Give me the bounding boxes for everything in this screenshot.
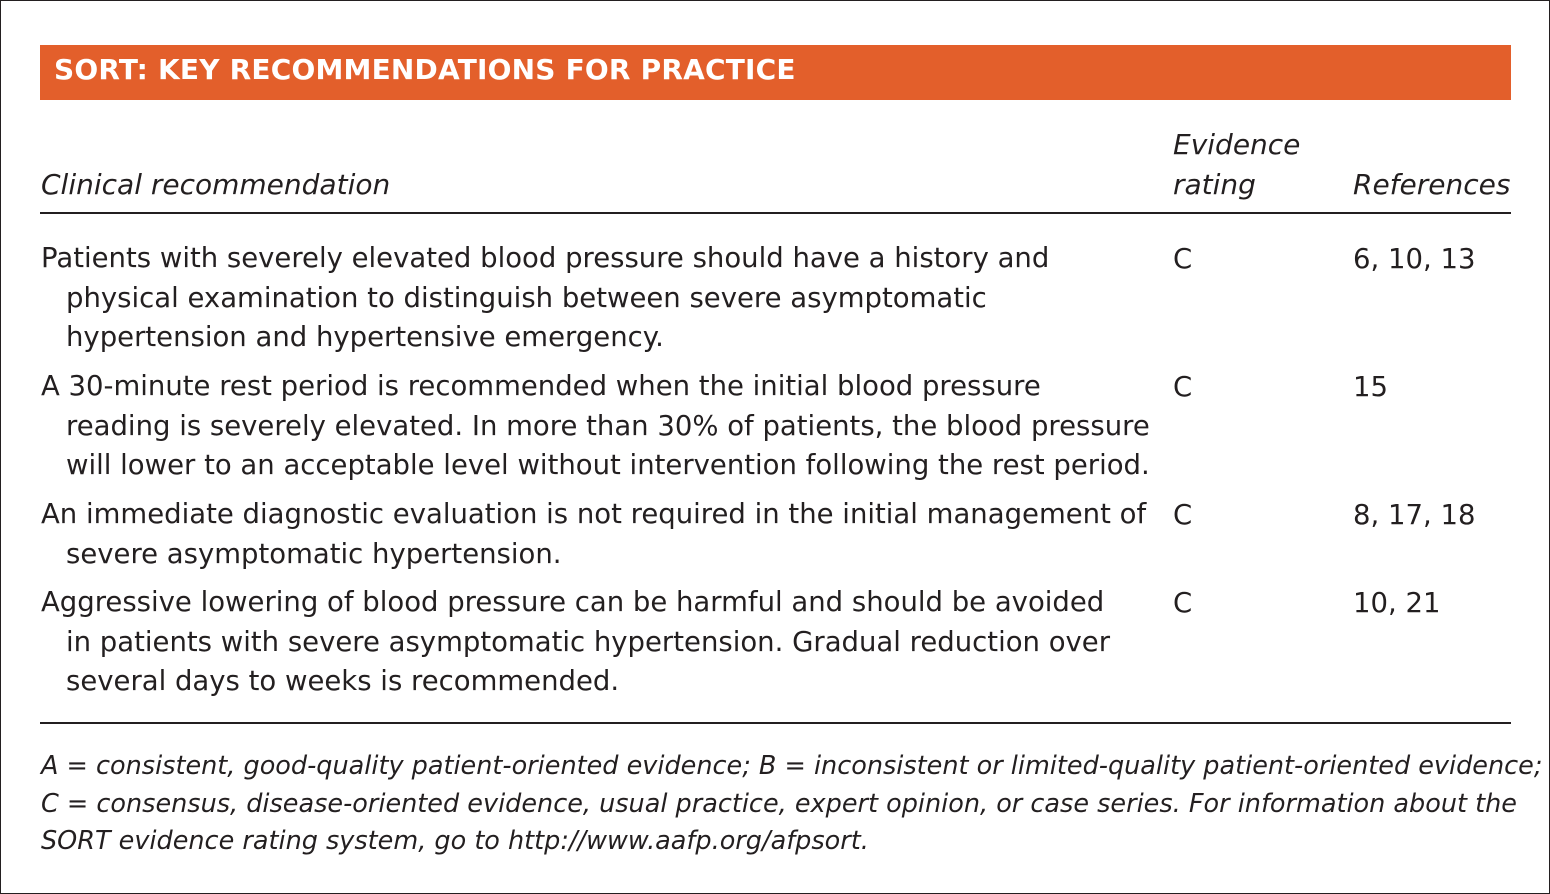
- evidence-rating: C: [1173, 587, 1193, 619]
- sort-banner: [40, 45, 1511, 100]
- recommendation-line: An immediate diagnostic evaluation is not required in the initial management of: [41, 498, 1147, 530]
- table-row-recommendation: [41, 367, 1150, 486]
- header-clinical-recommendation: Clinical recommendation: [41, 168, 391, 201]
- recommendation-line: several days to weeks is recommended.: [66, 665, 620, 697]
- table-row-recommendation: [41, 239, 1141, 358]
- footnote-line: SORT evidence rating system, go to http://www.aafp.org/afpsort.: [41, 826, 869, 856]
- footnote-line: C = consensus, disease-oriented evidence, usual practice, expert opinion, or case series. For information about the: [41, 788, 1517, 819]
- references-cell: 8, 17, 18: [1353, 499, 1476, 531]
- evidence-rating: C: [1173, 243, 1193, 275]
- footnote-line: A = consistent, good-quality patient-oriented evidence; B = inconsistent or limited-quality patient-oriented evidence;: [41, 751, 1543, 781]
- recommendation-line: will lower to an acceptable level without intervention following the rest period.: [66, 449, 1150, 481]
- banner-title: SORT: KEY RECOMMENDATIONS FOR PRACTICE: [54, 53, 796, 86]
- recommendation-line: Patients with severely elevated blood pressure should have a history and: [41, 242, 1050, 274]
- references-cell: 15: [1353, 371, 1388, 403]
- table-bottom-divider: [40, 722, 1511, 724]
- header-references: References: [1353, 168, 1511, 201]
- recommendation-line: severe asymptomatic hypertension.: [66, 537, 562, 570]
- evidence-footnote: [41, 748, 1543, 861]
- recommendation-line: physical examination to distinguish between severe asymptomatic: [66, 281, 987, 314]
- references-cell: 6, 10, 13: [1353, 243, 1476, 275]
- recommendation-line: A 30-minute rest period is recommended when the initial blood pressure: [41, 370, 1041, 402]
- recommendation-line: reading is severely elevated. In more than 30% of patients, the blood pressure: [66, 409, 1150, 442]
- header-evidence-rating-line2: rating: [1173, 168, 1256, 201]
- header-divider: [40, 212, 1511, 214]
- recommendation-line: hypertension and hypertensive emergency.: [66, 321, 664, 353]
- references-cell: 10, 21: [1353, 587, 1441, 619]
- evidence-rating: C: [1173, 371, 1193, 403]
- table-row-recommendation: [41, 495, 1147, 574]
- header-evidence-rating-line1: Evidence: [1173, 128, 1301, 161]
- evidence-rating: C: [1173, 499, 1193, 531]
- table-row-recommendation: [41, 583, 1141, 702]
- recommendation-line: Aggressive lowering of blood pressure can be harmful and should be avoided: [41, 586, 1105, 618]
- recommendation-line: in patients with severe asymptomatic hypertension. Gradual reduction over: [66, 625, 1111, 658]
